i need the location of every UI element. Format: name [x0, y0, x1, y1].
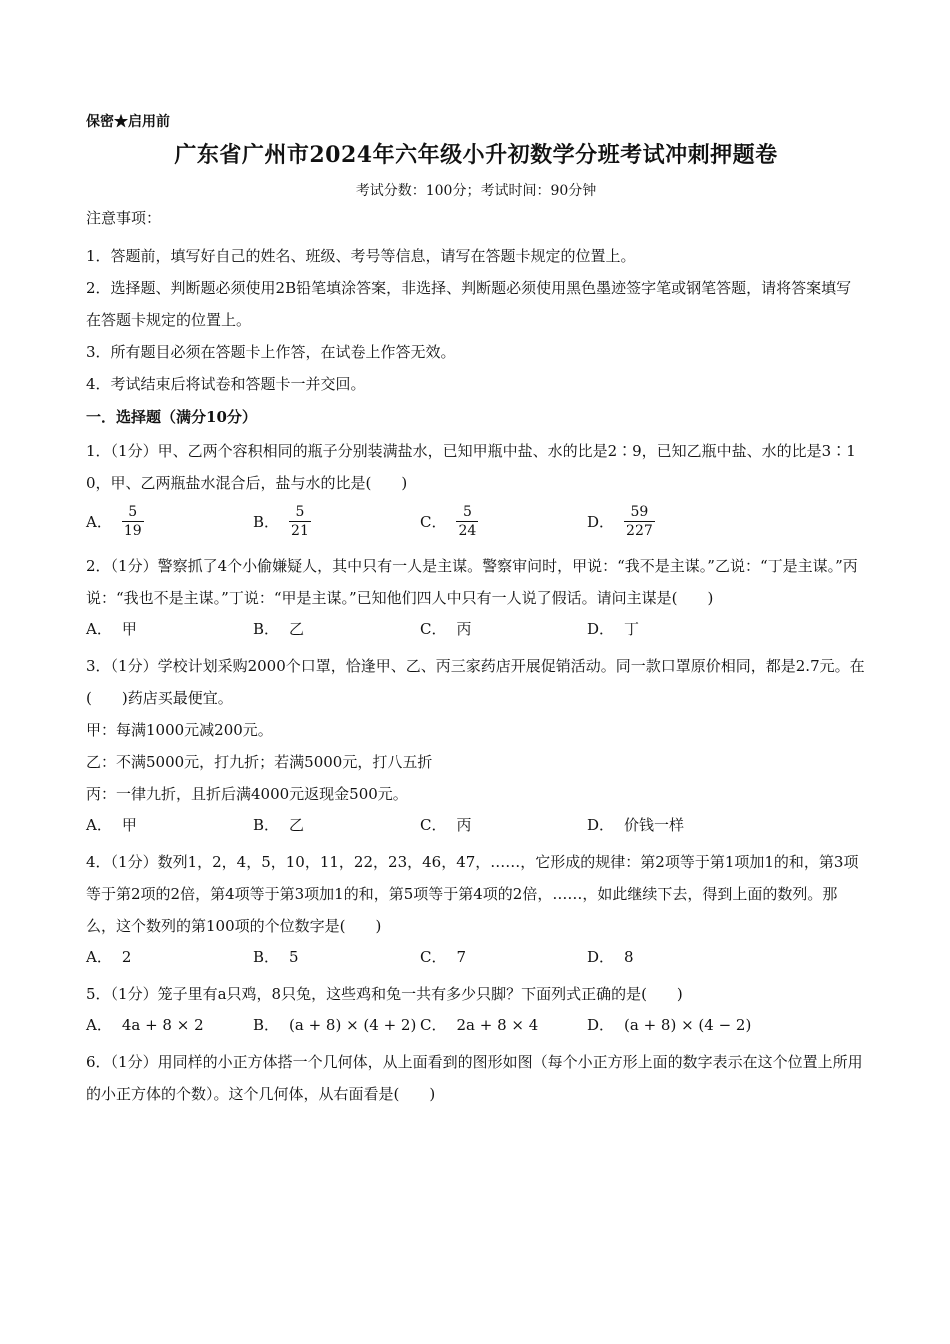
exam-title: 广东省广州市2024年六年级小升初数学分班考试冲刺押题卷: [174, 142, 778, 168]
option-c: C． 7: [420, 948, 467, 966]
option-a: A． 甲: [86, 620, 137, 638]
note-item-3: 3．所有题目必须在答题卡上作答，在试卷上作答无效。: [86, 343, 456, 361]
option-b: B． $\frac{5}{21}$: [253, 504, 309, 539]
option-b: B． 乙: [253, 620, 305, 638]
option-d: D． (a + 8) × (4 − 2): [587, 1016, 752, 1034]
question-2-stem: 2．（1分）警察抓了4个小偷嫌疑人，其中只有一人是主谋。警察审问时，甲说：“我不是主谋。”乙说：“丁是主谋。”丙说：“我也不是主谋。”丁说：“甲是主谋。”已知他们四人中只有一人说了假话。请问主谋是( ): [86, 557, 858, 607]
option-b: B． 5: [253, 948, 299, 966]
option-d: D． 8: [587, 948, 634, 966]
question-3-condition-2: 乙：不满5000元，打九折；若满5000元，打八五折: [86, 753, 433, 771]
question-3-condition-3: 丙：一律九折，且折后满4000元返现金500元。: [86, 785, 408, 803]
note-item-2: 2．选择题、判断题必须使用2B铅笔填涂答案，非选择、判断题必须使用黑色墨迹签字笔或钢笔答题，请将答案填写在答题卡规定的位置上。: [86, 279, 852, 329]
fraction: $\frac{5}{21}$: [291, 504, 309, 539]
note-item-4: 4．考试结束后将试卷和答题卡一并交回。: [86, 375, 366, 393]
question-1-options: [86, 503, 866, 540]
question-2-options: [86, 618, 866, 640]
confidential-label: 保密★启用前: [86, 114, 170, 130]
section-heading: 一．选择题（满分10分）: [86, 408, 257, 426]
option-d: D． $\frac{59}{227}$: [587, 504, 653, 539]
option-c: C． 丙: [420, 620, 472, 638]
option-d: D． 价钱一样: [587, 816, 685, 834]
option-b: B． 乙: [253, 816, 305, 834]
exam-page: [86, 112, 866, 1110]
exam-subtitle: 考试分数：100分；考试时间：90分钟: [355, 183, 597, 199]
option-d: D． 丁: [587, 620, 640, 638]
option-a: A． 甲: [86, 816, 137, 834]
fraction: $\frac{5}{19}$: [123, 504, 142, 539]
option-c: C． 2a + 8 × 4: [420, 1016, 539, 1034]
question-5-options: [86, 1014, 866, 1036]
question-6-stem: 6．（1分）用同样的小正方体搭一个几何体，从上面看到的图形如图（每个小正方形上面的数字表示在这个位置上所用的小正方体的个数）。这个几何体，从右面看是( ): [86, 1053, 863, 1103]
question-5-stem: 5．（1分）笼子里有a只鸡，8只兔，这些鸡和兔一共有多少只脚？下面列式正确的是( ): [86, 985, 683, 1003]
fraction: $\frac{5}{24}$: [458, 504, 477, 539]
question-1-stem: 1．（1分）甲、乙两个容积相同的瓶子分别装满盐水，已知甲瓶中盐、水的比是2∶9，已知乙瓶中盐、水的比是3∶10，甲、乙两瓶盐水混合后，盐与水的比是( ): [86, 442, 856, 492]
question-3-condition-1: 甲：每满1000元减200元。: [86, 721, 273, 739]
note-item-1: 1．答题前，填写好自己的姓名、班级、考号等信息，请写在答题卡规定的位置上。: [86, 247, 636, 265]
option-a: A． $\frac{5}{19}$: [86, 504, 142, 539]
question-4-stem: 4．（1分）数列1，2，4，5，10，11，22，23，46，47，……，它形成的规律：第2项等于第1项加1的和，第3项等于第2项的2倍，第4项等于第3项加1的和，第5项等于第4项的2倍，……，如此继续下去，得到上面的数列。那么，这个数列的第100项的个位数字是( ): [86, 853, 859, 935]
question-3-options: [86, 814, 866, 836]
notes-heading: 注意事项：: [86, 209, 162, 227]
question-4-options: [86, 946, 866, 968]
option-a: A． 2: [86, 948, 132, 966]
option-c: C． 丙: [420, 816, 472, 834]
option-b: B． (a + 8) × (4 + 2): [253, 1016, 417, 1034]
question-3-stem: 3．（1分）学校计划采购2000个口罩，恰逢甲、乙、丙三家药店开展促销活动。同一款口罩原价相同，都是2.7元。在( )药店买最便宜。: [86, 657, 865, 707]
fraction: $\frac{59}{227}$: [626, 504, 653, 539]
option-a: A． 4a + 8 × 2: [86, 1016, 204, 1034]
option-c: C． $\frac{5}{24}$: [420, 504, 477, 539]
